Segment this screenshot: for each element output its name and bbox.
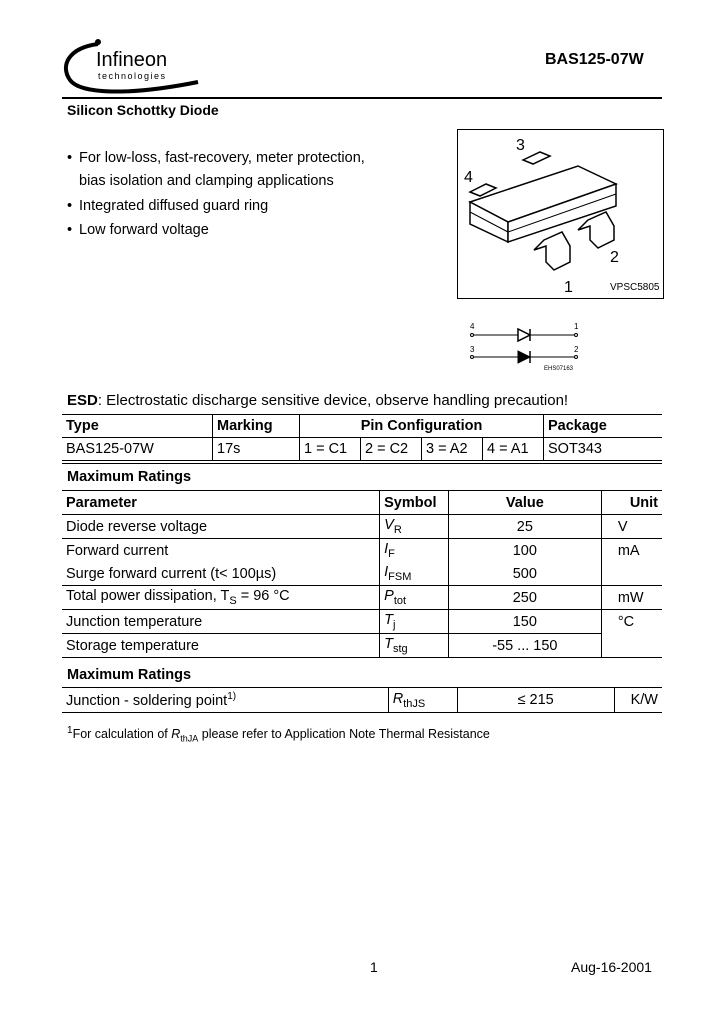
symbol-cell: $P_{tot}$ [380, 586, 449, 610]
type-table [62, 414, 662, 461]
page-number: 1 [370, 959, 378, 975]
value-cell: 500 [448, 562, 601, 586]
value-cell: ≤ 215 [457, 688, 614, 713]
table-row [62, 634, 662, 658]
unit-cell [601, 634, 662, 658]
value-cell: 250 [448, 586, 601, 610]
unit-cell: K/W [614, 688, 662, 713]
symbol-header: Symbol [380, 491, 449, 515]
marking-cell: 17s [213, 438, 300, 461]
unit-header: Unit [601, 491, 662, 515]
unit-cell [601, 562, 662, 586]
parameter-cell: Diode reverse voltage [62, 515, 380, 539]
symbol-cell: $I_F$ [380, 539, 449, 563]
esd-label: ESD [67, 392, 98, 409]
schematic-pin-3: 3 [470, 345, 475, 354]
package-cell: SOT343 [544, 438, 663, 461]
table-row [62, 610, 662, 634]
parameter-cell: Surge forward current (t< 100µs) [62, 562, 380, 586]
document-subtitle: Silicon Schottky Diode [67, 102, 219, 118]
section-rule [62, 463, 662, 464]
parameter-cell: Junction temperature [62, 610, 380, 634]
esd-warning [67, 392, 568, 409]
package-drawing [457, 129, 664, 299]
symbol-cell: $V_R$ [380, 515, 449, 539]
pin-label-2: 2 [610, 249, 619, 266]
feature-item [67, 198, 268, 214]
max-ratings-title: Maximum Ratings [67, 469, 192, 485]
document-date: Aug-16-2001 [571, 959, 652, 975]
parameter-cell: Total power dissipation, $T_S = 96$ °C [62, 586, 380, 610]
pin-config-cell: 1 = C1 [300, 438, 361, 461]
parameter-cell: Storage temperature [62, 634, 380, 658]
thermal-table [62, 687, 662, 713]
table-row [62, 586, 662, 610]
pin-config-header: Pin Configuration [300, 415, 544, 438]
logo-graphic [58, 36, 206, 100]
parameter-cell: Junction - soldering point$^{1)}$ [62, 688, 388, 713]
pin-label-4: 4 [464, 169, 473, 186]
schematic-symbol [462, 320, 592, 372]
symbol-cell: $T_j$ [380, 610, 449, 634]
symbol-cell: $T_{stg}$ [380, 634, 449, 658]
value-header: Value [448, 491, 601, 515]
esd-text: : Electrostatic discharge sensitive device, observe handling precaution! [97, 392, 569, 409]
feature-text: Integrated diffused guard ring [79, 198, 269, 214]
pin-config-cell: 3 = A2 [422, 438, 483, 461]
thermal-title: Maximum Ratings [67, 667, 192, 683]
unit-cell: mA [601, 539, 662, 563]
package-header: Package [544, 415, 663, 438]
schematic-code: EHS07163 [544, 366, 574, 372]
package-graphic [458, 130, 663, 298]
unit-cell: °C [601, 610, 662, 634]
symbol-cell: $I_{FSM}$ [380, 562, 449, 586]
table-row [62, 562, 662, 586]
value-cell: -55 ... 150 [448, 634, 601, 658]
feature-item-continued: bias isolation and clamping applications [79, 173, 334, 189]
value-cell: 25 [448, 515, 601, 539]
symbol-cell: $R_{thJS}$ [388, 688, 457, 713]
pin-config-cell: 2 = C2 [361, 438, 422, 461]
table-row [62, 515, 662, 539]
logo-sub-text: technologies [98, 71, 167, 81]
package-code: VPSC5805 [610, 282, 660, 293]
type-header: Type [62, 415, 213, 438]
parameter-cell: Forward current [66, 542, 169, 559]
feature-item [67, 222, 209, 238]
schematic-pin-4: 4 [470, 322, 475, 331]
pin-label-1: 1 [564, 279, 573, 296]
schematic-graphic [462, 320, 592, 372]
bullet-icon: • [67, 150, 73, 166]
infineon-logo [58, 36, 206, 100]
bullet-icon: • [67, 222, 73, 238]
schematic-pin-1: 1 [574, 322, 579, 331]
pin-label-3: 3 [516, 137, 525, 154]
unit-cell: V [601, 515, 662, 539]
part-number-title: BAS125-07W [545, 51, 644, 68]
header-rule [62, 97, 662, 99]
bullet-icon: • [67, 198, 73, 214]
schematic-pin-2: 2 [574, 345, 579, 354]
parameter-header: Parameter [62, 491, 380, 515]
footnote: $^1$For calculation of $R_{thJA}$ please refer to Application Note Thermal Resistance [67, 725, 490, 744]
feature-text: For low-loss, fast-recovery, meter protection, [79, 150, 365, 166]
value-cell: 150 [448, 610, 601, 634]
type-cell: BAS125-07W [62, 438, 213, 461]
feature-item [67, 150, 365, 166]
unit-cell: mW [601, 586, 662, 610]
pin-config-cell: 4 = A1 [483, 438, 544, 461]
marking-header: Marking [213, 415, 300, 438]
logo-brand-text: Infineon [96, 49, 168, 71]
max-ratings-table [62, 490, 662, 658]
value-cell: 100 [448, 539, 601, 563]
table-row [62, 688, 662, 713]
table-row [62, 539, 662, 563]
feature-text: Low forward voltage [79, 222, 209, 238]
